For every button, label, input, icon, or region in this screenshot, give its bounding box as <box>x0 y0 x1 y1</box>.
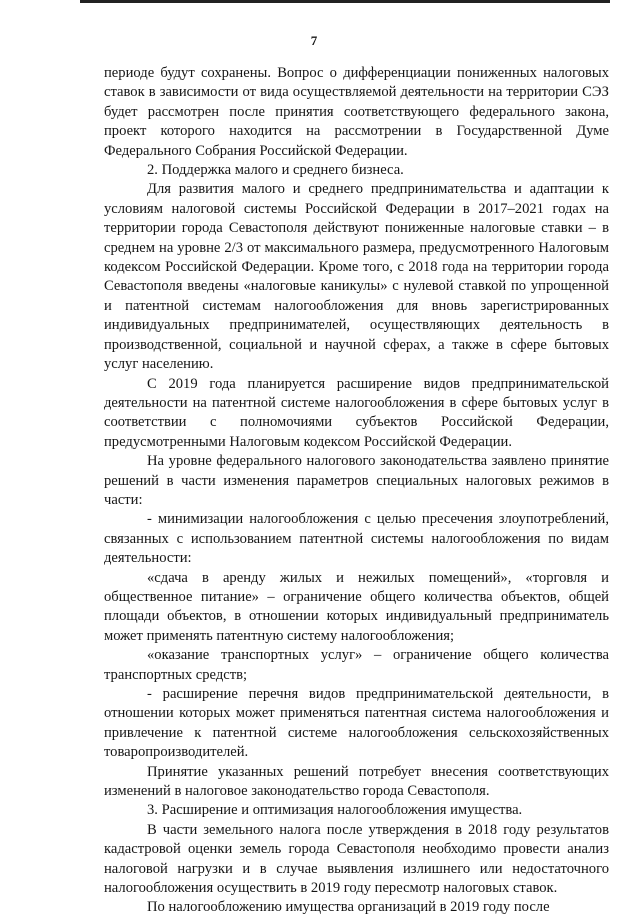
paragraph-continuation: периоде будут сохранены. Вопрос о дифференциации пониженных налоговых ставок в зависимости от вида осуществляемой деятельности на территории СЭЗ будет рассмотрен после принятия соответствующего федерального закона, проект которого находится на рассмотрении в Государственной Думе Федерального Собрания Российской Федерации. <box>104 65 609 159</box>
paragraph: С 2019 года планируется расширение видов предпринимательской деятельности на патентной системе налогообложения в сфере бытовых услуг в соответствии с полномочиями субъектов Российской Федерации, предусмотренными Налоговым кодексом Российской Федерации. <box>104 375 609 450</box>
section-heading-sme-support: 2. Поддержка малого и среднего бизнеса. <box>147 162 404 179</box>
page-number: 7 <box>310 33 318 48</box>
paragraph: В части земельного налога после утверждения в 2018 году результатов кадастровой оценки земель города Севастополя необходимо провести анализ налоговой нагрузки и в случае выявления излишнего или недостаточного налогообложения осуществить в 2019 году пересмотр налоговых ставок. <box>104 821 609 897</box>
list-item: - расширение перечня видов предпринимательской деятельности, в отношении которых может применяться патентная система налогообложения и привлечение к патентной системе налогообложения сельскохозяйственных товаропроизводителей. <box>104 686 609 761</box>
paragraph: «оказание транспортных услуг» – ограничение общего количества транспортных средств; <box>104 647 609 683</box>
list-item: - минимизации налогообложения с целью пресечения злоупотреблений, связанных с использованием патентной системы налогообложения по видам деятельности: <box>104 511 609 567</box>
top-border-line <box>80 0 610 3</box>
section-heading-property-tax: 3. Расширение и оптимизация налогообложения имущества. <box>147 802 523 819</box>
paragraph: Принятие указанных решений потребует внесения соответствующих изменений в налоговое законодательство города Севастополя. <box>104 763 609 800</box>
paragraph: На уровне федерального налогового законодательства заявлено принятие решений в части изменения параметров специальных налоговых режимов в части: <box>104 453 609 508</box>
paragraph: Для развития малого и среднего предпринимательства и адаптации к условиям налоговой системы Российской Федерации в 2017–2021 годах на территории города Севастополя действуют пониженные налоговые ставки – в среднем на уровне 2/3 от максимального размера, предусмотренного Налоговым кодексом Российской Федерации. Кроме того, с 2018 года на территории города Севастополя введены «налоговые каникулы» с нулевой ставкой по упрощенной и патентной системам налогообложения для вновь зарегистрированных индивидуальных предпринимателей, осуществляющих деятельность в производственной, социальной и научной сферах, а также в сфере бытовых услуг населению. <box>104 181 609 373</box>
document-body <box>104 64 609 918</box>
paragraph-truncated: По налогообложению имущества организаций в 2019 году после <box>147 899 550 916</box>
paragraph: «сдача в аренду жилых и нежилых помещений», «торговля и общественное питание» – ограничение общего количества объектов, общей площади объектов, в отношении которых индивидуальный предприниматель может применять патентную систему налогообложения; <box>104 569 609 644</box>
